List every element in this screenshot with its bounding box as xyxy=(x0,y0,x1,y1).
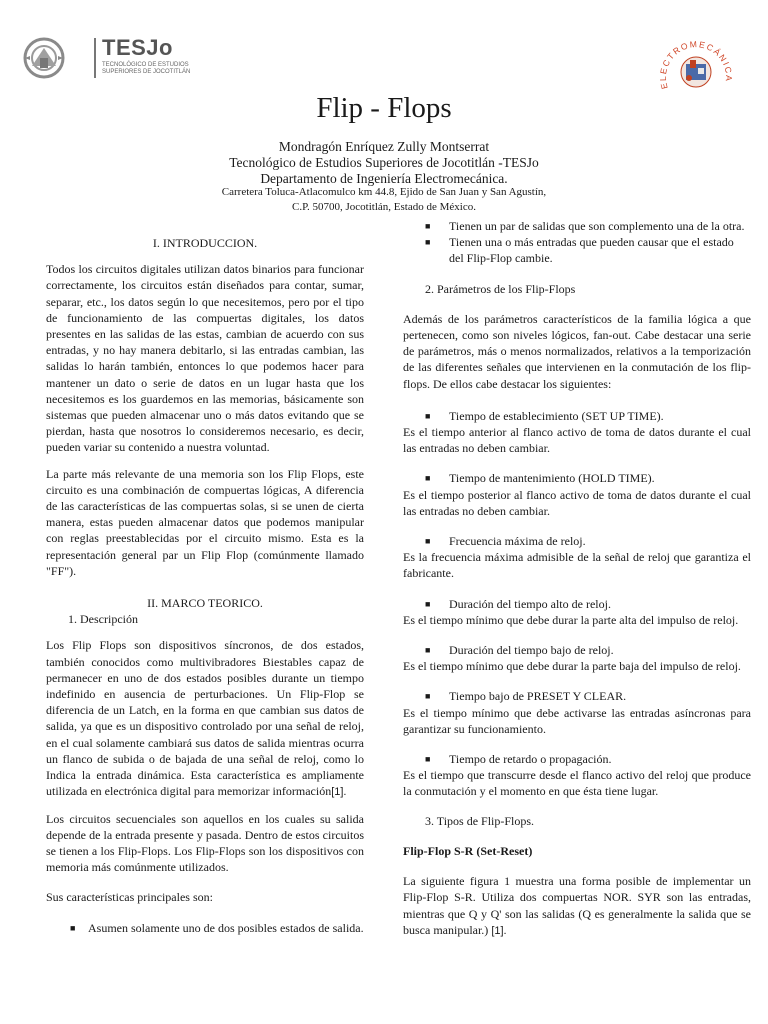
subsection-heading-tipos: 3. Tipos de Flip-Flops. xyxy=(425,813,535,828)
list-item-text: Tienen una o más entradas que pueden causar que el estado del Flip-Flop cambie. xyxy=(449,235,734,266)
params-list xyxy=(403,408,751,800)
tesjo-emblem-icon xyxy=(22,36,68,80)
list-item-text: Asumen solamente uno de dos posibles estados de salida. xyxy=(88,920,364,935)
logo-name: TESJo xyxy=(102,35,173,60)
list-item xyxy=(46,920,364,936)
param-description: Es la frecuencia máxima admisible de la señal de reloj que garantiza el fabricante. xyxy=(403,550,751,581)
logo-subtitle: TECNOLÓGICO DE ESTUDIOS SUPERIORES DE JOCOTITLÁN xyxy=(102,62,191,75)
list-item-text: Tienen un par de salidas que son complemento una de la otra. xyxy=(449,219,745,233)
bullet-square-icon: ■ xyxy=(425,473,431,484)
param-description: Es el tiempo que transcurre desde el flanco activo del reloj que produce la conmutación y el momento en que ésta tiene lugar. xyxy=(403,768,751,799)
param-description: Es el tiempo mínimo que debe activarse las entradas asíncronas para garantizar su funcionamiento. xyxy=(403,705,751,736)
intro-paragraph-1: Todos los circuitos digitales utilizan datos binarios para funcionar correctamente, los circuitos están diseñados para contar, sumar, separar, etc., los datos según lo que necesitemos, pero por el tipo de funcionamiento de las compuertas digitales, los datos presentes en las salidas de las estas, cambian de acuerdo con sus entradas, y no hay manera debitarlo, si las entradas cambian, las salidas lo harán también, entonces lo que podemos hacer para mantener un dato o serie de datos en un lugar hasta que los necesitemos es los guardemos en las memorias, básicamente son sistemas que pueden almacenar uno o más datos evitando que se pierdan, hasta que nosotros lo consideremos necesario, es decir, pueden variar su contenido a nuestra voluntad. xyxy=(46,262,364,455)
param-description: Es el tiempo anterior al flanco activo de toma de datos durante el cual las entradas no deben cambiar. xyxy=(403,425,751,456)
bullet-square-icon: ■ xyxy=(425,598,431,609)
param-title xyxy=(403,408,751,424)
intro-paragraph-2: La parte más relevante de una memoria son los Flip Flops, este circuito es una combinación de compuertas lógicas, A diferencia de las características de las compuertas solas, si se unen de cierta manera, estas pueden almacenar datos que podemos manipular con reglas preestablecidas por el circuito mismo. Esta es la representación general par un Flip Flop (comúnmente llamado "FF"). xyxy=(46,466,364,578)
param-name: Tiempo de mantenimiento (HOLD TIME). xyxy=(449,471,655,486)
param-description: Es el tiempo posterior al flanco activo de toma de datos durante el cual las entradas no deben cambiar. xyxy=(403,487,751,518)
citation-1: [1]. xyxy=(331,786,347,799)
sr-paragraph xyxy=(403,873,751,939)
param-title xyxy=(403,642,751,658)
param-description: Es el tiempo mínimo que debe durar la parte alta del impulso de reloj. xyxy=(403,612,739,627)
sr-heading: Flip-Flop S-R (Set-Reset) xyxy=(403,843,533,858)
address-line-2: C.P. 50700, Jocotitlán, Estado de México. xyxy=(292,201,476,213)
description-paragraph-3: Sus características principales son: xyxy=(46,890,213,905)
params-intro-paragraph: Además de los parámetros característicos de la familia lógica a que pertenecen, como son niveles lógicos, fan-out. Cabe destacar una serie de parámetros, más o menos normalizados, relativos a la temporización de las diferentes señales que intervienen en la conmutación de los flip-flops. De ellos cabe destacar los siguientes: xyxy=(403,311,751,391)
list-item xyxy=(403,234,751,266)
bullet-square-icon: ■ xyxy=(425,221,431,231)
description-paragraph-1 xyxy=(46,637,364,800)
address-line-1: Carretera Toluca-Atlacomulco km 44.8, Ejido de San Juan y San Agustín, xyxy=(221,186,547,198)
param-name: Frecuencia máxima de reloj. xyxy=(449,534,586,549)
param-title xyxy=(403,688,751,704)
param-title xyxy=(403,751,751,767)
param-name: Tiempo bajo de PRESET Y CLEAR. xyxy=(449,689,627,704)
left-column xyxy=(46,222,364,936)
bullet-square-icon: ■ xyxy=(425,645,431,656)
author-name: Mondragón Enríquez Zully Montserrat xyxy=(278,139,490,154)
logo-divider xyxy=(94,38,96,78)
list-item xyxy=(403,218,751,234)
param-description: Es el tiempo mínimo que debe durar la parte baja del impulso de reloj. xyxy=(403,659,741,674)
param-title xyxy=(403,470,751,486)
sr-text: La siguiente figura 1 muestra una forma posible de implementar un Flip-Flop S-R. Utiliza dos compuertas NOR. SYR son las entradas, mientras que Q y Q' son las salidas (Q es generalmente la salida que se busca manipular.) xyxy=(403,874,751,937)
bullet-square-icon: ■ xyxy=(425,410,431,421)
citation-2: [1]. xyxy=(491,924,507,937)
logo-arc-text: ELECTROMECÁNICA xyxy=(657,39,735,91)
param-title xyxy=(403,596,751,612)
paper-title: Flip - Flops xyxy=(316,92,452,124)
subsection-heading-parametros: 2. Parámetros de los Flip-Flops xyxy=(425,281,576,296)
description-text: Los Flip Flops son dispositivos síncronos, de dos estados, también conocidos como multivibradores Biestables capaz de permanecer en uno de dos estados posibles durante un tiempo indefinido en ausencia de perturbaciones. Un Flip-Flop se diferencia de un Latch, en la forma en que cambian sus datos de salida, ya que es un dispositivo controlado por una señal de reloj, en el cual solamente cambiará sus datos de salida mientras ocurra un flanco de subida o de bajada de una señal de reloj, como lo Indica la entrada dinámica. Esta característica es ampliamente utilizada en electrónica digital para memorizar información xyxy=(46,638,364,799)
tesjo-logo xyxy=(22,34,191,82)
bullet-square-icon: ■ xyxy=(70,922,76,933)
institution: Tecnológico de Estudios Superiores de Jocotitlán -TESJo xyxy=(229,155,539,170)
bullet-square-icon: ■ xyxy=(425,536,431,547)
subsection-heading-descripcion: 1. Descripción xyxy=(68,612,138,627)
description-paragraph-2: Los circuitos secuenciales son aquellos en los cuales su salida depende de la entrada presente y pasada. Dentro de estos circuitos se tienen a los Flip-Flops. Los Flip-Flops son los dispositivos con memoria más comúnmente utilizados. xyxy=(46,811,364,875)
bullet-square-icon: ■ xyxy=(425,691,431,702)
department: Departamento de Ingeniería Electromecánica. xyxy=(260,171,508,186)
bullet-square-icon: ■ xyxy=(425,754,431,765)
param-name: Tiempo de retardo o propagación. xyxy=(449,752,612,767)
section-heading-marco-teorico: II. MARCO TEORICO. xyxy=(147,596,263,611)
param-name: Duración del tiempo alto de reloj. xyxy=(449,596,611,611)
param-name: Tiempo de establecimiento (SET UP TIME). xyxy=(449,408,664,423)
param-name: Duración del tiempo bajo de reloj. xyxy=(449,643,614,658)
bullet-square-icon: ■ xyxy=(425,237,431,248)
right-column xyxy=(403,218,751,939)
section-heading-introduccion: I. INTRODUCCION. xyxy=(152,236,258,250)
param-title xyxy=(403,533,751,549)
